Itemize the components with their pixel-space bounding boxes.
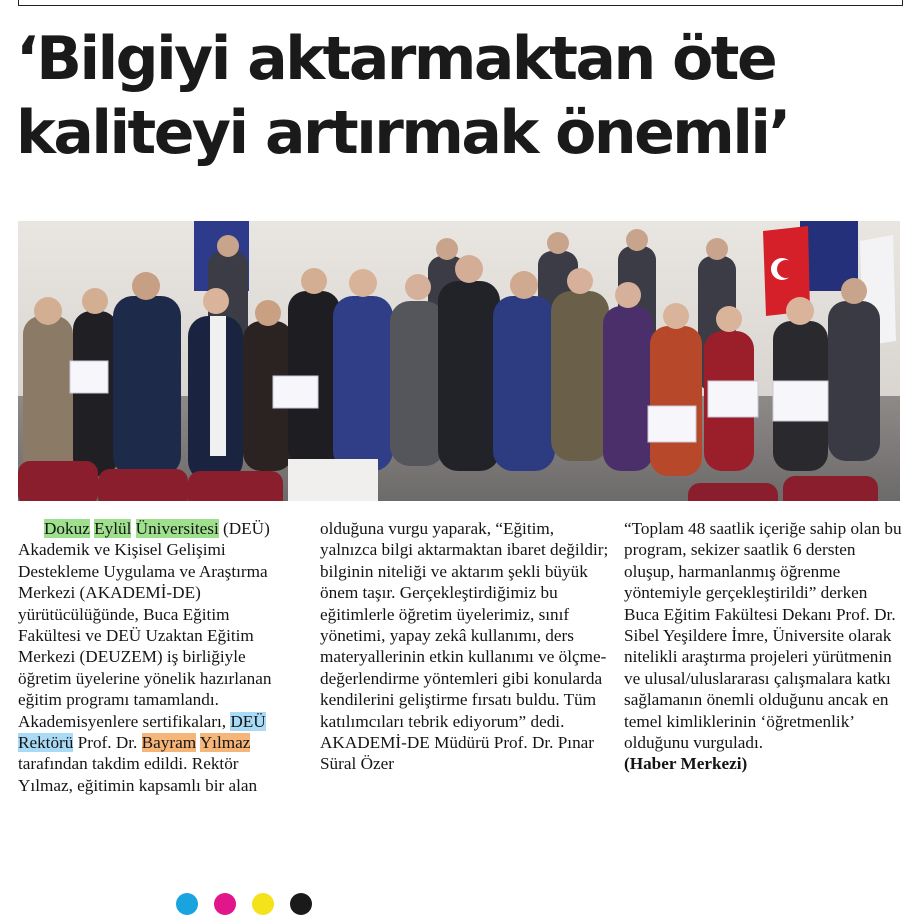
- registration-dot: [290, 893, 312, 915]
- highlight-orange: Yılmaz: [199, 733, 251, 753]
- highlight-green: Eylül: [94, 519, 132, 538]
- headline-line-2: kaliteyi artırmak önemli’: [16, 98, 789, 168]
- registration-dot: [252, 893, 274, 915]
- headline: [16, 22, 911, 170]
- column-1-text-part-1: (DEÜ) Akademik ve Kişisel Gelişimi Destekleme Uygulama ve Araştırma Merkezi (AKADEMİ-DE) yürütücülüğünde, Buca Eğitim Fakültesi ve DEÜ Uzaktan Eğitim Merkezi (DEUZEM) iş birliğiyle öğretim üyelerine yönelik hazırlanan eğitim programı tamamlandı. Akademisyenlere sertifikaları,: [18, 519, 272, 731]
- group-photo: [18, 221, 900, 501]
- highlight-green: Üniversitesi: [135, 519, 219, 538]
- highlight-orange: Bayram: [141, 733, 197, 753]
- headline-line-1: ‘Bilgiyi aktarmaktan öte: [16, 24, 776, 94]
- article-column-2: [320, 518, 612, 775]
- byline: (Haber Merkezi): [624, 754, 748, 774]
- registration-dot: [176, 893, 198, 915]
- top-border-rule: [18, 0, 903, 6]
- highlight-blue: DEÜ: [230, 711, 266, 731]
- highlight-green: Dokuz: [44, 519, 90, 538]
- article-column-1: [18, 518, 293, 796]
- highlight-blue: Rektörü: [18, 733, 74, 753]
- column-1-text-part-2: Prof. Dr.: [77, 733, 138, 753]
- registration-dot: [214, 893, 236, 915]
- column-1-text-part-3: tarafından takdim edildi. Rektör Yılmaz, eğitimin kapsamlı bir alan: [18, 754, 258, 795]
- column-2-text: olduğuna vurgu yaparak, “Eğitim, yalnızca bilgi aktarmaktan ibaret değildir; bilginin niteliği ve aktarım şekli büyük önem taşır. Gerçekleştirdiğimiz bu eğitimlerle öğretim üyelerimiz, sınıf yönetimi, yapay zekâ kullanımı, ders materyallerinin etkin kullanımı ve ölçme-değerlendirme yöntemleri gibi konularda kendilerini geliştirme fırsatı buldu. Tüm katılımcıları tebrik ediyorum” dedi. AKADEMİ-DE Müdürü Prof. Dr. Pınar Süral Özer: [320, 519, 609, 774]
- article-column-3: [624, 518, 906, 775]
- column-3-text: “Toplam 48 saatlik içeriğe sahip olan bu program, sekizer saatlik 6 dersten oluşup, harmanlanmış öğrenme yöntemiyle gerçekleştirildi” derken Buca Eğitim Fakültesi Dekanı Prof. Dr. Sibel Yeşildere İmre, Üniversite olarak nitelikli araştırma projeleri yürütmenin ve ulusal/uluslararası çalışmalara katkı sağlamanın önemli olduğunu ancak en temel kimliklerinin ‘öğretmenlik’ olduğunu vurguladı.: [624, 519, 902, 753]
- article-body: [18, 518, 903, 890]
